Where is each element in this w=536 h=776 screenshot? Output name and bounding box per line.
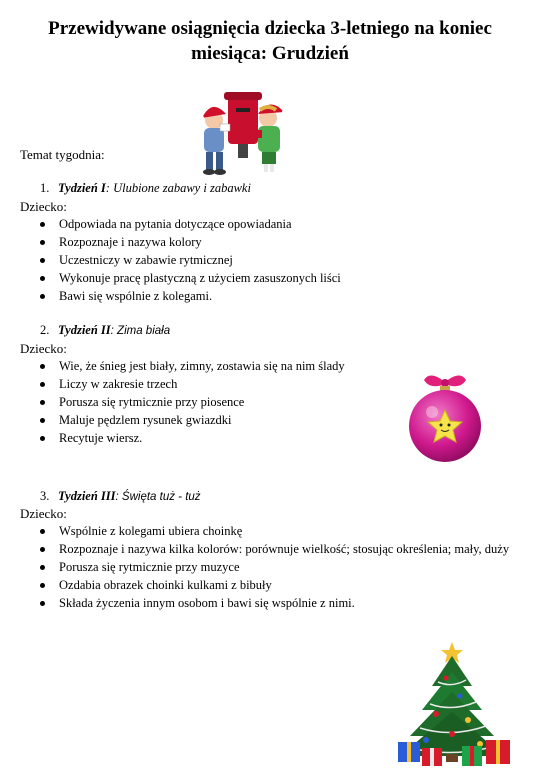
list-item: Porusza się rytmicznie przy piosence bbox=[40, 393, 345, 411]
list-item: Wie, że śnieg jest biały, zimny, zostawia się na nim ślady bbox=[40, 357, 345, 375]
list-item: Ozdabia obrazek choinki kulkami z bibuły bbox=[40, 576, 509, 594]
week-1-number: 1. bbox=[40, 181, 50, 195]
list-item: Wykonuje pracę plastyczną z użyciem zasuszonych liści bbox=[40, 269, 341, 287]
list-item: Składa życzenia innym osobom i bawi się wspólnie z nimi. bbox=[40, 594, 509, 612]
list-item: Odpowiada na pytania dotyczące opowiadania bbox=[40, 215, 341, 233]
topic-label: Temat tygodnia: bbox=[20, 147, 105, 162]
week-1-heading bbox=[40, 180, 251, 197]
list-item: Rozpoznaje i nazywa kilka kolorów: porównuje wielkość; stosując określenia; mały, duży bbox=[40, 540, 509, 558]
list-item: Maluje pędzlem rysunek gwiazdki bbox=[40, 411, 345, 429]
list-item: Rozpoznaje i nazywa kolory bbox=[40, 233, 341, 251]
list-item: Recytuje wiersz. bbox=[40, 429, 345, 447]
week-3-list bbox=[40, 522, 509, 612]
week-2-list bbox=[40, 357, 345, 447]
week-2-number: 2. bbox=[40, 323, 50, 337]
list-item: Uczestniczy w zabawie rytmicznej bbox=[40, 251, 341, 269]
week-1-subtitle: : Ulubione zabawy i zabawki bbox=[105, 181, 251, 195]
week-3-title: Tydzień III bbox=[58, 489, 116, 503]
week-1-list bbox=[40, 215, 341, 305]
week-1-child-label: Dziecko: bbox=[20, 199, 67, 214]
week-1-title: Tydzień I bbox=[58, 181, 106, 195]
list-item: Bawi się wspólnie z kolegami. bbox=[40, 287, 341, 305]
page-title: Przewidywane osiągnięcia dziecka 3-letniego na koniec miesiąca: Grudzień bbox=[48, 18, 492, 64]
week-2-title: Tydzień II bbox=[58, 323, 111, 337]
week-3-child-label: Dziecko: bbox=[20, 506, 67, 521]
week-2-heading bbox=[40, 322, 170, 340]
list-item: Wspólnie z kolegami ubiera choinkę bbox=[40, 522, 509, 540]
christmas-ornament-illustration bbox=[400, 370, 490, 466]
list-item: Liczy w zakresie trzech bbox=[40, 375, 345, 393]
list-item: Porusza się rytmicznie przy muzyce bbox=[40, 558, 509, 576]
week-2-child-label: Dziecko: bbox=[20, 341, 67, 356]
week-2-subtitle: : Zima biała bbox=[110, 325, 171, 337]
christmas-tree-illustration bbox=[390, 640, 520, 770]
week-3-heading bbox=[40, 488, 201, 506]
week-3-number: 3. bbox=[40, 489, 50, 503]
elves-mailbox-illustration bbox=[186, 84, 298, 184]
week-3-subtitle: : Święta tuż - tuż bbox=[115, 491, 201, 503]
